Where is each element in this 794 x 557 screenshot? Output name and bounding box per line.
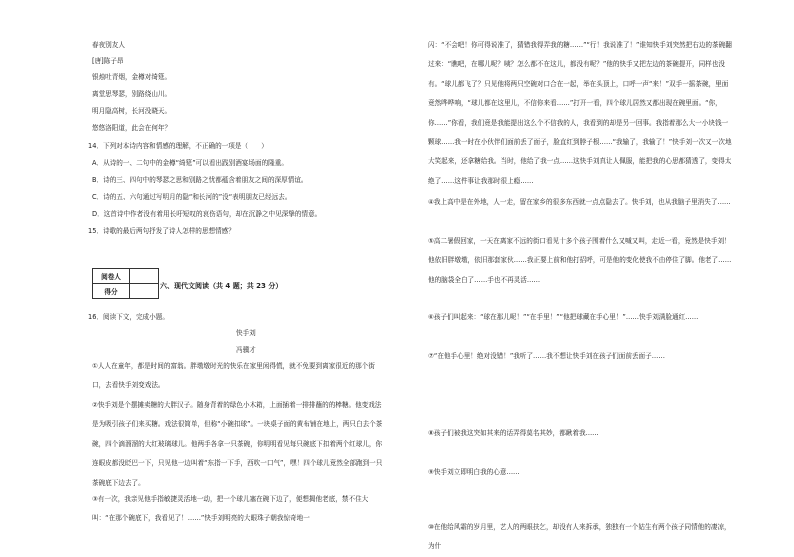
article-author: 冯骥才 bbox=[236, 346, 256, 354]
poem-title: 春夜别友人 bbox=[92, 41, 125, 49]
article-paragraph: ③有一次，我亲见他手指敏捷灵活地一动，把一个球儿塞在碗下边了，便想揭他老底，禁不住大叫：“在那个碗底下，我看见了！……”快手刘明亮的大眼珠子朝我惊奇地一 bbox=[92, 495, 369, 523]
poem-line: 离堂思琴瑟，别路绕山川。 bbox=[92, 90, 172, 98]
article-paragraph: 闪：“不会吧！你可得说准了，猜错我得弄我的糖……”“行！我说准了！”谁知快手刘突然把右边的茶碗翻过来：“瞧吧，在哪儿呢？咦？怎么都不在这儿，都没有呢？”他的快手又把左边的茶碗提开，同样也没有。“球儿都飞了？只见他将两只空碗对口合在一起，举在头顶上，口呼一声“来！”双手一摇茶碗，里面竟然哗哗响，“球儿都在这里儿，不信你来看……”打开一看，四个球儿居然又都出现在碗里面。“你，你……”你看，我们竟是我能提出这么个不信我的人，我看到的却是另一回事。我指着那么大一小块钱一颗球……我一时在小伙伴们面前丢了面子，脸直红到脖子根……“我输了，我输了！”快手刘一次又一次地大笑起来，还拿糖给我。当时，他给了我一点……这快手刘真让人佩服，能把我的心思都猜透了，变得太绝了……这件事让我那时很上瘾…… bbox=[428, 41, 732, 185]
q14-option-a: A．从诗的一、二句中的金樽“绮筵”可以看出践别酒宴场面的隆重。 bbox=[92, 159, 288, 167]
article-paragraph: ⑦“在他手心里！绝对没错！”我听了……我不想让快手刘在孩子们面前丢面子…… bbox=[428, 352, 665, 360]
article-paragraph: ⑨快手刘立即明白我的心意…… bbox=[428, 468, 520, 476]
article-paragraph: ④我上高中是在外地，人一走，留在家乡的很多东西就一点点隐去了。快手刘，也从我脑子里消失了…… bbox=[428, 198, 731, 206]
article-paragraph: ⑤高二暑假回家，一天在离家不远的街口看见十多个孩子围着什么又喊又叫，走近一看，竟然是快手刘！他依旧胖墩墩，依旧那套家伙……我正要上前和他打招呼，可是他的变化使我不由停住了脚。他老了……他的脑袋全白了……手也不再灵活…… bbox=[428, 237, 732, 284]
question-16: 16．阅读下文，完成小题。 bbox=[88, 313, 169, 321]
question-15: 15．诗歌的最后两句抒发了诗人怎样的思想情感？ bbox=[88, 227, 235, 235]
score-table-score-cell bbox=[130, 284, 159, 299]
article-paragraph: ⑧孩子们被我这突如其来的话弄得莫名其妙，都瞅着我…… bbox=[428, 429, 599, 437]
article-paragraph: ⑥孩子们叫起来：“球在那儿呢！”“在手里！”“他把球藏在手心里！”……快手刘满脸通红…… bbox=[428, 313, 699, 321]
score-table-grader-label: 阅卷人 bbox=[93, 269, 130, 284]
article-paragraph: ⑩在他给风霜的岁月里，艺人的两眼扶乞，却没有人来拆承，独独有一个姑生有两个孩子同情他的凄凉，为什 bbox=[428, 523, 731, 551]
article-paragraph: ①人人在童年，都是时间的富翁。胖墩墩时光的快乐在家里闲得慌，就不免要到离家很近的那个街口，去看快手刘变戏法。 bbox=[92, 362, 375, 390]
poem-line: 银烛吐青烟，金樽对绮筵。 bbox=[92, 73, 172, 81]
score-table-score-label: 得分 bbox=[93, 284, 130, 299]
q14-option-c: C．诗的五、六句通过写明月的隐“和长河的”没“表明朋友已经远去。 bbox=[92, 193, 292, 201]
score-table-grader-cell bbox=[130, 269, 159, 284]
article-title: 快手刘 bbox=[236, 329, 256, 337]
q14-option-d: D．这首诗中作者没有着用长吁短叹的哀伤语句，却在沉静之中见深挚的情意。 bbox=[92, 210, 322, 218]
poem-author: [唐]陈子昂 bbox=[92, 57, 124, 65]
poem-line: 悠悠洛阳道，此会在何年？ bbox=[92, 124, 172, 132]
section-title: 六、现代文阅读（共 4 题；共 23 分） bbox=[160, 282, 283, 290]
question-14: 14．下列对本诗内容和情感的理解，不正确的一项是（ ） bbox=[88, 142, 268, 150]
poem-line: 明月隐高树，长河没晓天。 bbox=[92, 107, 172, 115]
score-table bbox=[92, 268, 159, 299]
article-paragraph: ②快手刘是个摆摊卖糖的大胖汉子。随身背着的绿色小木箱，上面插着一排排蘸的的棒糖。他变戏法是为吸引孩子们来买糖。戏法很简单，但称“小碗扣球”。一块桌子面的黄布铺在地上，两只白去个茶碗，四个滴溜溜的大红玻璃球儿。他两手各拿一只茶碗，你明明看见每只碗底下扣着两个红球儿，你连眼皮都没眨巴一下，只见他一边叫着“东指一下手，西吹一口气”，嘿！四个球儿竟然全部跑到一只茶碗底下边去了。 bbox=[92, 401, 383, 487]
q14-option-b: B．诗的三、四句中的琴瑟之思和别路之忧都蕴含着朋友之间的深厚情谊。 bbox=[92, 176, 308, 184]
